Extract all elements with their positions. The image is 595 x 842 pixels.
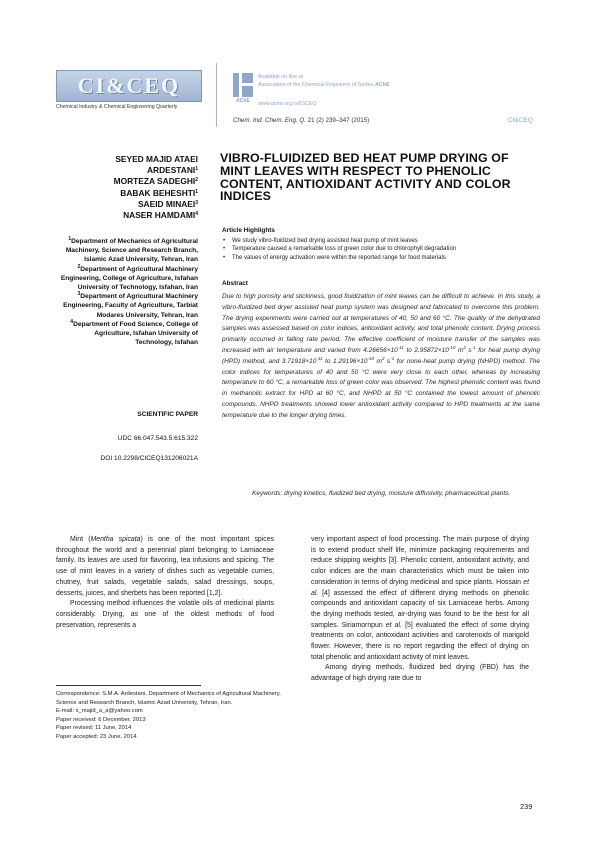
author-name: NASER HAMDAMI$^4$ (123, 210, 198, 221)
keywords: Keywords: drying kinetics, fluidized bed drying, moisture diffusivity, pharmaceutical plants. (252, 490, 511, 497)
footnote-divider (56, 685, 201, 686)
affiliation: $^4$Department of Food Science, College of Agriculture, Isfahan University of Technology, Isfahan (70, 318, 198, 347)
availability-line-2 (258, 81, 390, 89)
highlights-list (222, 237, 542, 262)
availability-note (258, 73, 390, 89)
affiliation: $^2$Department of Agricultural Machinery Engineering, College of Agriculture, Isfahan University of Technology, Isfahan, Iran (60, 263, 198, 292)
availability-association: Association of the Chemical Engineers of Serbia (258, 82, 374, 88)
doi-link[interactable]: DOI 10.2298/CICEQ131206021A (100, 455, 198, 462)
availability-line-1: Available on line at (258, 74, 304, 80)
affiliation: $^1$Department of Mechanics of Agricultural Machinery, Science and Research Branch, Islamic Azad University, Tehran, Iran (65, 236, 198, 264)
journal-logo (56, 70, 202, 102)
body-paragraph: Processing method influences the volatile oils of medicinal plants considerably. Drying, as one of the oldest methods of food preservation, represents a (56, 600, 274, 629)
affiliation: $^3$Department of Agricultural Machinery Engineering, Faculty of Agriculture, Tarbiat Modares University, Tehran, Iran (63, 291, 198, 319)
udc-code: UDC 66.047.543.5:615.322 (117, 435, 198, 442)
author-name: MORTEZA SADEGHI$^2$ (113, 176, 198, 187)
ache-logo-label: AChE (236, 98, 250, 104)
journal-url-link[interactable]: www.ache.org.rs/CICEQ (258, 101, 317, 107)
date-received: Paper received: 6 December, 2013 (56, 716, 146, 723)
body-column-left (56, 535, 274, 631)
availability-ache: AChE (374, 82, 390, 88)
body-column-right (311, 535, 529, 685)
paper-type: SCIENTIFIC PAPER (137, 411, 198, 418)
citation-journal: Chem. Ind. Chem. Eng. Q. (233, 117, 306, 124)
affiliation-list (56, 237, 198, 347)
journal-full-name: Chemical Industry & Chemical Engineering Quarterly (56, 104, 178, 110)
author-list (56, 154, 198, 221)
email-link[interactable]: E-mail: s_majid_a_a@yahoo.com (56, 708, 143, 714)
date-accepted: Paper accepted: 23 June, 2014 (56, 733, 137, 740)
author-name: ARDESTANI$^1$ (146, 165, 198, 176)
header-divider (216, 63, 217, 127)
author-name: SEYED MAJID ATAEI (115, 154, 198, 164)
author-name: BABAK BEHESHTI$^1$ (120, 187, 198, 198)
footnotes (56, 690, 281, 741)
abstract-text: Due to high porosity and stickiness, good fluidization of mint leaves can be difficult to achieve. In this study, a vibro-fluidized bed dryer assisted heat pump system was designed and fabricated to overcome this problem. The drying experiments were carried out at temperatures of 40, 50 and 60 °C. The quality of the dehydrated samples was assessed based on color indices, antioxidant activity, and total phenolic content. Drying process primarily occurred in falling rate period. The effective coefficient of moisture transfer of the samples was increased with air temperature and varied from $4.26656\times 10^{-11}$ to $2.95872\times 10^{-10}$ $m^2$ $s^{-1}$ for heat pump drying (HPD) method, and $3.71918\times 10^{-11}$ to $1.29196\times 10^{-10}$ $m^2$ $s^{-1}$ for none-heat pump drying (NHPD) method. The color indices for temperatures of 40 and 50 °C were very close to each other, whereas by increasing temperature to 60 °C, a remarkable loss of green color was observed. The highest phenolic content was found in methanolic extract for HPD at 60 °C, and NHPD at 50 °C contained the lowest amount of phenolic compounds. NHPD treatments showed lower antioxidant activity compared to HPD treatments at the same temperature due to the longer drying times. (222, 293, 540, 419)
journal-logo-text: CI&CEQ (77, 73, 181, 98)
journal-tag: CI&CEQ (508, 117, 533, 124)
highlight-item: • We study vibro-fluidized bed drying assisted heat pump of mint leaves (222, 237, 542, 245)
citation-line (233, 117, 369, 124)
page-number: 239 (520, 802, 533, 811)
citation-volume: 21 (2) 239–347 (2015) (307, 117, 370, 124)
correspondence-note: Correspondence: S.M.A. Ardestani, Department of Mechanics of Agricultural Machinery, Science and Research Branch, Islamic Azad University, Tehran, Iran. (56, 691, 281, 706)
article-title: VIBRO-FLUIDIZED BED HEAT PUMP DRYING OF MINT LEAVES WITH RESPECT TO PHENOLIC CONTENT, ANTIOXIDANT ACTIVITY AND COLOR INDICES (220, 151, 511, 204)
ache-logo-icon (233, 73, 253, 107)
body-paragraph: Mint (Mentha spicata) is one of the most important spices throughout the world and a perennial plant belonging to Lamiaceae family. Its leaves are used for flavoring, tea infusions and spicing. The use of mint leaves in a variety of dishes such as vegetable curries, chutney, fruit salads, vegetable salads, salad dressings, soups, desserts, juices, and sherbets has been reported [1,2]. (56, 536, 275, 597)
abstract-heading: Abstract (222, 280, 248, 287)
highlights-heading: Article Highlights (222, 227, 275, 234)
ache-logo-mark (233, 73, 253, 97)
body-paragraph: very important aspect of food processing. The main purpose of drying is to extend product shelf life, minimize packaging requirements and reduce shipping weights [3]. Phenolic content, antioxidant activity, and color indices are the main characteristics which must be taken into consideration in terms of drying medicinal and spice plants. Hossain et al. [4] assessed the effect of different drying methods on phenolic compounds and antioxidant capacity of six Lamiaceae herbs. Among the drying methods tested, air-drying was found to be the best for all samples. Siriamornpun et al. [5] evaluated the effect of some drying treatments on color, antioxidant activities and carotenoids of marigold flower. However, there is no report regarding the effect of drying on total phenolic and antioxidant activity of mint leaves. (311, 536, 529, 661)
date-revised: Paper revised: 11 June, 2014 (56, 725, 132, 731)
highlight-item: • The values of energy activation were within the reported range for food materials (222, 254, 542, 262)
author-name: SAEID MINAEI$^3$ (137, 198, 198, 209)
highlight-item: • Temperature caused a remarkable loss of green color due to chlorophyll degradation (222, 245, 542, 253)
body-paragraph: Among drying methods, fluidized bed drying (FBD) has the advantage of high drying rate due to (311, 664, 529, 683)
